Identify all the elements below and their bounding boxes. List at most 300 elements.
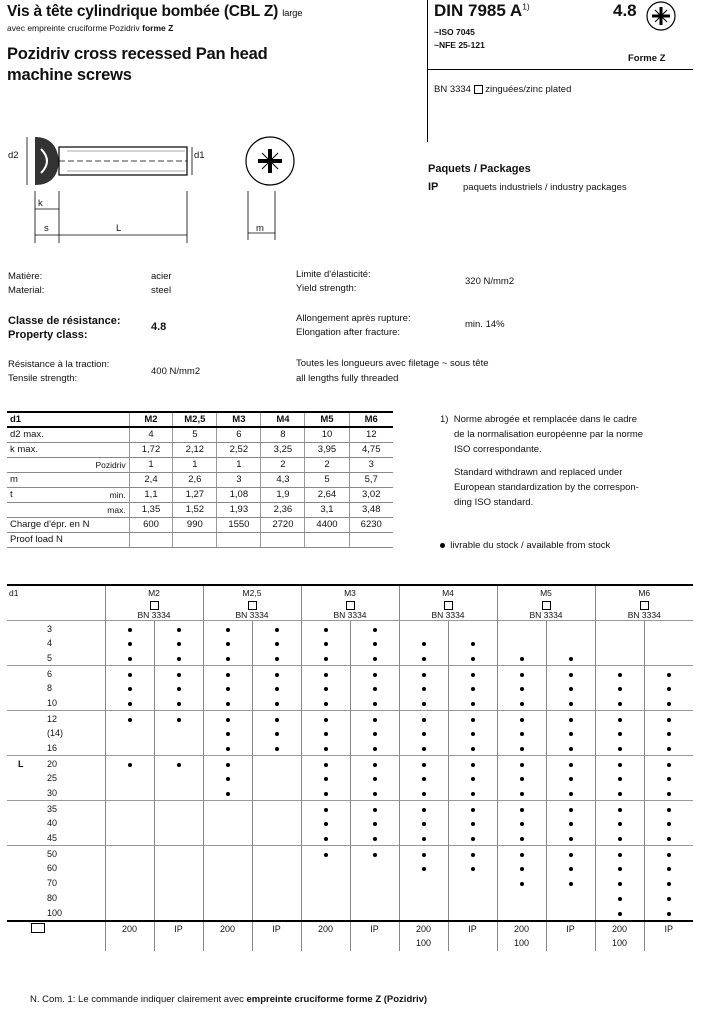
stock-dot [324,837,328,841]
stock-dot [373,673,377,677]
dim-d1: d1 [194,150,205,161]
len-row [7,891,693,906]
pozidriv-logo [645,0,677,37]
stock-dot [520,853,524,857]
stock-dot [520,882,524,886]
stock-dot [569,747,573,751]
stock-dot [667,837,671,841]
len-value: 40 [47,818,58,829]
stock-dot [471,853,475,857]
stock-dot [226,747,230,751]
stock-dot [275,628,279,632]
spec-sub: max. [92,502,129,517]
len-row [7,621,693,636]
stock-dot [569,792,573,796]
spec-size-0: M2 [129,412,173,427]
spec-label: d2 max. [7,427,92,442]
stock-dot [520,867,524,871]
pack-cell [105,936,154,951]
stock-dot [373,642,377,646]
stock-dot [569,853,573,857]
len-row [7,711,693,726]
stock-dot [373,763,377,767]
spec-cell: 1,9 [261,487,305,502]
packages-desc: paquets industriels / industry packages [463,182,627,193]
stock-dot [324,702,328,706]
stock-dot [520,808,524,812]
spec-row [7,487,393,502]
len-value: 100 [47,907,63,918]
stock-dot [471,763,475,767]
pack-cell [546,936,595,951]
stock-dot [373,822,377,826]
len-row [7,861,693,876]
stock-dot [128,628,132,632]
len-size-2: M3 [301,585,399,600]
stock-dot [520,687,524,691]
len-bn: BN 3334 [333,610,367,621]
stock-dot [618,808,622,812]
spec-size-1: M2,5 [173,412,217,427]
len-value: 8 [47,683,53,694]
stock-dot [324,673,328,677]
stock-dot [520,792,524,796]
pack-cell: IP [252,921,301,936]
stock-dot [667,882,671,886]
len-value: 4 [47,638,53,649]
stock-dot [177,657,181,661]
stock-dot [667,777,671,781]
header-rule [427,69,693,70]
spec-label: t [7,487,92,502]
stock-dot [569,718,573,722]
spec-cell: 3,48 [349,502,393,517]
spec-cell: 1 [129,457,173,472]
len-row [7,831,693,846]
spec-row [7,532,393,547]
stock-dot [275,687,279,691]
len-value: 30 [47,788,58,798]
stock-dot [471,822,475,826]
pack-cell: IP [154,921,203,936]
pack-cell: 200 [301,921,350,936]
stock-dot [618,747,622,751]
stock-dot [618,792,622,796]
spec-cell: 2,6 [173,472,217,487]
stock-dot [618,718,622,722]
stock-dot [422,763,426,767]
spec-cell [217,532,261,547]
spec-row [7,502,393,517]
spec-label [7,457,92,472]
spec-cell [305,532,349,547]
stock-dot [471,687,475,691]
stock-dot [177,687,181,691]
stock-dot [226,657,230,661]
stock-dot [618,897,622,901]
bn-row: BN 3334 zinguées/zinc plated [434,84,572,95]
stock-dot [471,867,475,871]
spec-cell: 1,72 [129,442,173,457]
stock-dot [226,777,230,781]
spec-cell: 2720 [261,517,305,532]
stock-dot [373,747,377,751]
spec-cell: 1,27 [173,487,217,502]
stock-dot [618,837,622,841]
stock-dot [520,657,524,661]
stock-dot [569,687,573,691]
stock-dot [226,642,230,646]
stock-dot [618,702,622,706]
len-row [7,696,693,711]
len-size-5: M6 [595,585,693,600]
limite: Limite d'élasticité: Yield strength: [296,269,371,294]
stock-dot [667,912,671,916]
stock-dot [471,718,475,722]
stock-dot [520,837,524,841]
len-row [7,771,693,786]
checkbox-icon [150,601,159,610]
stock-dot [520,732,524,736]
pack-cell: 200 [203,921,252,936]
spec-cell: 2,52 [217,442,261,457]
spec-cell: 3,25 [261,442,305,457]
len-size-0: M2 [105,585,203,600]
spec-row [7,442,393,457]
filetage: Toutes les longueurs avec filetage ~ sous tête all lengths fully threaded [296,358,489,384]
stock-dot [373,718,377,722]
dim-k: k [38,198,43,209]
spec-cell: 3 [217,472,261,487]
len-row [7,651,693,666]
matiere-val: acier steel [151,271,172,296]
stock-dot [177,642,181,646]
note-withdrawn: 1) Norme abrogée et remplacée dans le cadre de la normalisation européenne par la norme ISO correspondante. Standard withdrawn and replaced under European standardization by the correspon- ding ISO standard. [440,414,644,508]
spec-cell: 8 [261,427,305,442]
len-bn: BN 3334 [431,610,465,621]
stock-dot [324,732,328,736]
iso-ref: ~ISO 7045 [434,27,475,37]
spec-cell: 1,1 [129,487,173,502]
len-row-label: L [18,758,24,769]
stock-dot [226,673,230,677]
title-en-2: machine screws [7,66,132,84]
spec-sub [92,517,129,532]
traction-val: 400 N/mm2 [151,366,201,377]
stock-dot [618,777,622,781]
spec-cell: 1550 [217,517,261,532]
stock-dot [667,702,671,706]
stock-dot [275,642,279,646]
title-fr-suffix: large [282,8,303,19]
stock-dot [667,867,671,871]
pack-cell: 200 [105,921,154,936]
footer-note: N. Com. 1: Le commande indiquer clairement avec empreinte cruciforme forme Z (Pozidriv) [30,994,428,1005]
stock-dot [324,792,328,796]
len-value: 45 [47,833,58,843]
stock-dot [569,837,573,841]
spec-cell: 6 [217,427,261,442]
stock-dot [128,702,132,706]
stock-dot [667,763,671,767]
spec-label: Proof load N [7,532,92,547]
stock-dot [667,808,671,812]
spec-sub: Pozidriv [92,457,129,472]
din-number: DIN 7985 $A^{1)}$ [434,1,530,20]
checkbox-icon [248,601,257,610]
spec-size-4: M5 [305,412,349,427]
stock-dot [667,673,671,677]
spec-cell [349,532,393,547]
grade: 4.8 [613,1,637,20]
stock-dot [569,763,573,767]
len-bn: BN 3334 [627,610,661,621]
checkbox-icon [640,601,649,610]
spec-size-2: M3 [217,412,261,427]
stock-dot [618,673,622,677]
stock-dot [324,763,328,767]
stock-dot [471,673,475,677]
stock-dot [618,763,622,767]
spec-row [7,457,393,472]
spec-label: m [7,472,92,487]
len-row [7,786,693,801]
stock-dot [569,657,573,661]
len-corner: d1 [7,585,105,600]
len-value: 60 [47,863,58,874]
len-value: (14) [47,728,64,739]
spec-cell [261,532,305,547]
stock-dot [422,687,426,691]
len-row [7,906,693,921]
classe-val: 4.8 [151,321,167,333]
spec-cell: 5 [305,472,349,487]
stock-dot [373,808,377,812]
stock-dot [324,747,328,751]
stock-dot [128,673,132,677]
pack-cell: 200 [399,921,448,936]
length-table [7,584,693,951]
nfe-ref: ~NFE 25-121 [434,40,485,50]
stock-dot [422,867,426,871]
stock-dot [422,732,426,736]
len-size-1: M2,5 [203,585,301,600]
stock-dot [177,628,181,632]
len-value: 35 [47,803,58,814]
stock-dot [324,718,328,722]
spec-size-3: M4 [261,412,305,427]
len-value: 6 [47,668,53,679]
len-bn: BN 3334 [137,610,171,621]
stock-dot [520,763,524,767]
pack-cell: IP [350,921,399,936]
stock-dot [471,642,475,646]
stock-dot [275,657,279,661]
stock-dot [226,792,230,796]
pack-cell [301,936,350,951]
len-size-4: M5 [497,585,595,600]
len-row [7,741,693,756]
stock-dot [373,732,377,736]
pack-cell [448,936,497,951]
stock-dot [569,702,573,706]
stock-dot [471,747,475,751]
spec-sub [92,532,129,547]
checkbox-icon [444,601,453,610]
spec-cell: 10 [305,427,349,442]
stock-dot [667,687,671,691]
spec-corner: d1 [7,412,129,427]
spec-cell: 1 [217,457,261,472]
dim-s: s [44,223,49,234]
stock-dot [324,822,328,826]
stock-dot [226,763,230,767]
stock-dot [520,777,524,781]
stock-dot [422,853,426,857]
traction: Résistance à la traction: Tensile strength: [8,359,110,384]
len-value: 20 [47,758,58,769]
spec-row [7,427,393,442]
stock-dot [373,702,377,706]
matiere: Matière: Material: [8,271,45,296]
pack-cell [252,936,301,951]
stock-dot [422,657,426,661]
pack-cell: 100 [497,936,546,951]
stock-dot [667,732,671,736]
stock-dot [422,702,426,706]
len-row [7,801,693,816]
checkbox-icon [346,601,355,610]
len-row [7,756,693,771]
spec-cell: 3,1 [305,502,349,517]
len-value: 70 [47,878,58,889]
spec-label: k max. [7,442,92,457]
len-size-3: M4 [399,585,497,600]
stock-dot [177,702,181,706]
spec-cell: 3,02 [349,487,393,502]
spec-cell: 5 [173,427,217,442]
spec-cell: 1,35 [129,502,173,517]
stock-dot [569,732,573,736]
stock-dot [618,687,622,691]
len-value: 3 [47,623,53,634]
dim-d2: d2 [8,150,19,161]
spec-cell: 600 [129,517,173,532]
stock-note: livrable du stock / available from stock [440,540,610,551]
stock-dot [373,687,377,691]
spec-cell: 2 [305,457,349,472]
stock-dot [373,853,377,857]
pack-cell [350,936,399,951]
stock-dot [422,837,426,841]
len-bn: BN 3334 [529,610,563,621]
stock-dot [422,747,426,751]
stock-dot [520,747,524,751]
title-fr: Vis à tête cylindrique bombée (CBL Z) large [7,3,303,20]
pack-cell [644,936,693,951]
len-bn: BN 3334 [235,610,269,621]
subtitle-fr: avec empreinte cruciforme Pozidriv forme Z [7,23,174,33]
spec-row [7,517,393,532]
len-value: 5 [47,653,53,663]
pack-cell: IP [448,921,497,936]
spec-cell: 2,64 [305,487,349,502]
stock-dot [422,673,426,677]
stock-dot [373,777,377,781]
stock-dot [471,657,475,661]
stock-dot [177,763,181,767]
spec-row [7,472,393,487]
spec-cell: 2,4 [129,472,173,487]
stock-dot [569,673,573,677]
stock-dot [618,853,622,857]
stock-dot [520,822,524,826]
header-divider [427,0,428,142]
stock-dot [569,808,573,812]
stock-dot [275,673,279,677]
len-row [7,636,693,651]
stock-dot [373,657,377,661]
len-value: 10 [47,698,58,708]
stock-dot [422,822,426,826]
stock-dot [128,763,132,767]
stock-dot [373,628,377,632]
spec-cell: 4,75 [349,442,393,457]
allongement-val: min. 14% [465,319,505,330]
stock-dot [128,687,132,691]
stock-dot [422,808,426,812]
pack-cell: 100 [399,936,448,951]
stock-dot [324,777,328,781]
stock-dot [667,822,671,826]
stock-dot [422,777,426,781]
stock-dot [275,702,279,706]
stock-dot [667,897,671,901]
pack-cell [154,936,203,951]
spec-cell: 3 [349,457,393,472]
spec-cell: 990 [173,517,217,532]
stock-dot [667,718,671,722]
stock-dot [226,718,230,722]
spec-sub [92,427,129,442]
stock-dot [324,642,328,646]
stock-dot [618,882,622,886]
spec-sub [92,442,129,457]
stock-dot [324,853,328,857]
len-row [7,726,693,741]
pack-cell: 200 [497,921,546,936]
stock-dot [128,657,132,661]
stock-dot [275,718,279,722]
dim-L: L [116,223,122,234]
stock-dot [226,732,230,736]
spec-size-5: M6 [349,412,393,427]
forme-label: Forme Z [628,53,666,64]
spec-cell: 4400 [305,517,349,532]
pack-cell [203,936,252,951]
stock-dot [128,642,132,646]
stock-dot [324,687,328,691]
len-value: 50 [47,848,58,859]
spec-cell: 1,08 [217,487,261,502]
spec-cell: 6230 [349,517,393,532]
stock-dot [667,747,671,751]
stock-dot [569,882,573,886]
stock-dot [422,792,426,796]
checkbox-icon [542,601,551,610]
len-row [7,846,693,861]
stock-dot [177,673,181,677]
